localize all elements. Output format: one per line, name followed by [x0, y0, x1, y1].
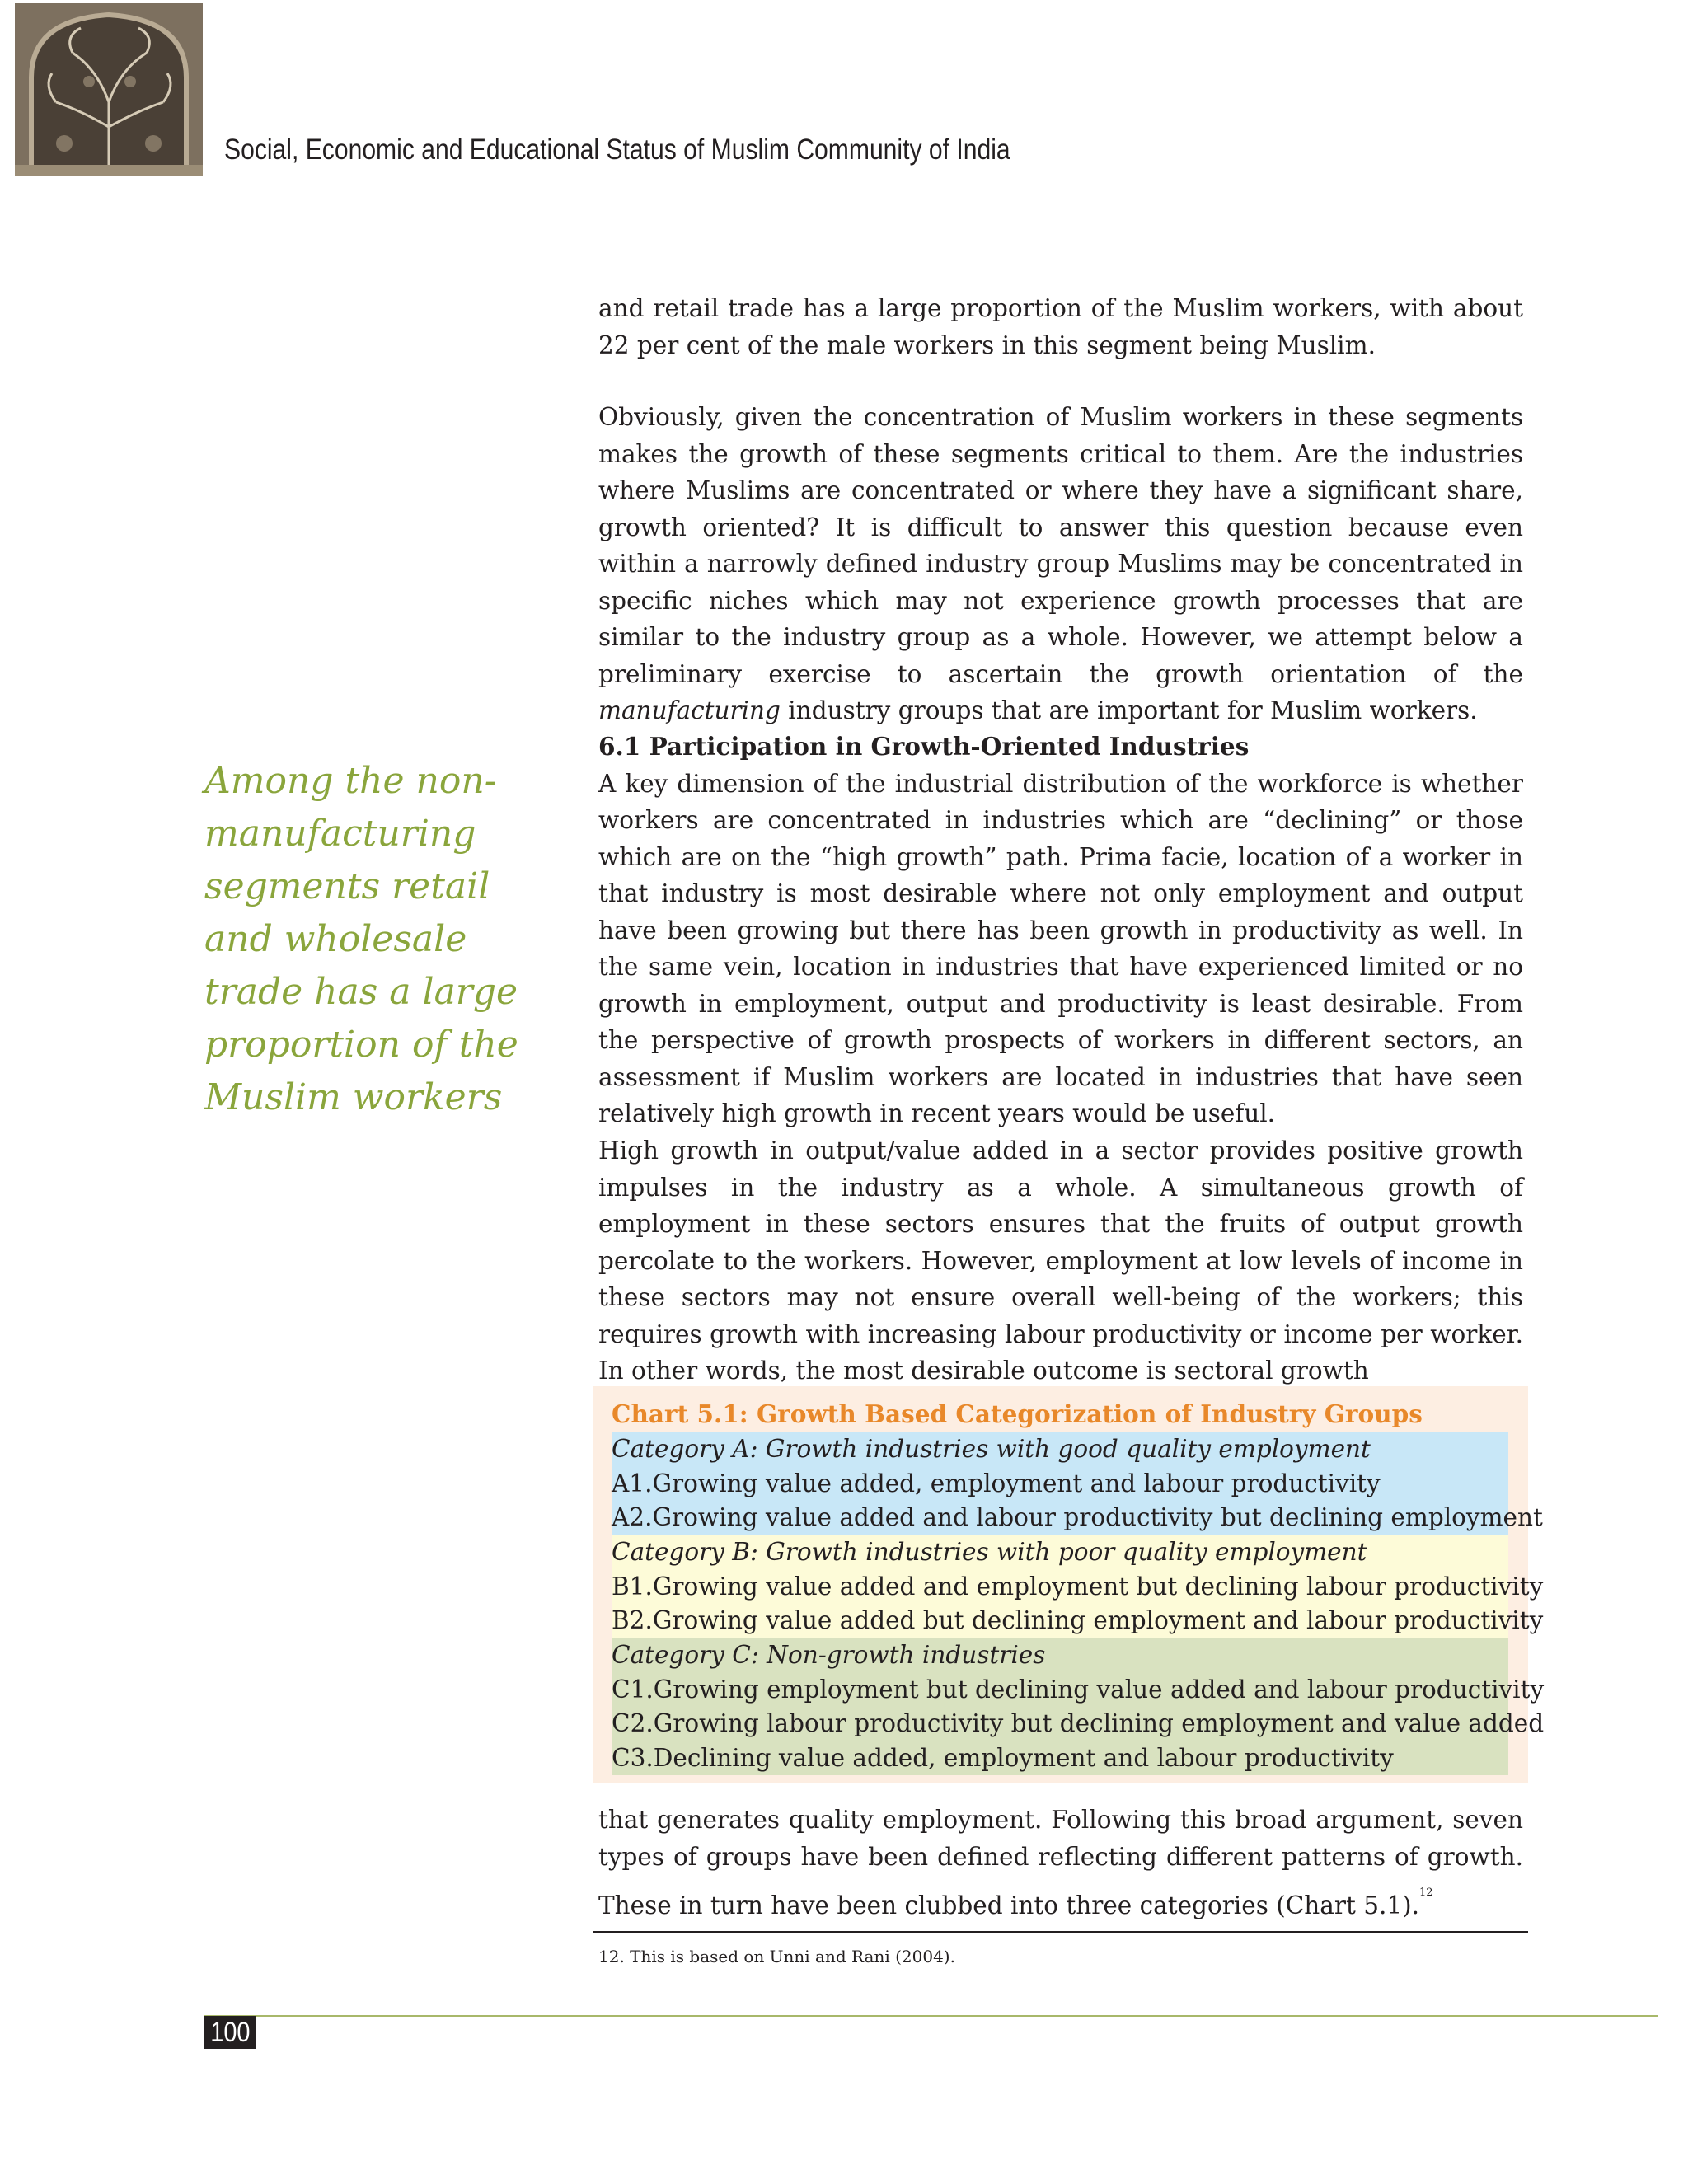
category-a-title: Category A: Growth industries with good quality employment: [612, 1435, 1371, 1463]
paragraph-text: and retail trade has a large proportion of the Muslim workers, with about 22 per cent of the male workers in this segment being Muslim.: [598, 294, 1523, 359]
jali-screen-image: [15, 3, 203, 176]
category-item-a2: A2.Growing value added and labour productivity but declining employment: [612, 1503, 1543, 1531]
paragraph-text: [598, 1802, 1523, 1924]
emphasis-manufacturing: manufacturing: [598, 696, 781, 724]
paragraph-text: High growth in output/value added in a sector provides positive growth impulses in the industry as a whole. A simultaneous growth of employment in these sectors ensures that the fruits of output growth percolate to the workers. However, employment at low levels of income in these sectors may not ensure overall well-being of the workers; this requires growth with increasing labour productivity or income per worker. In other words, the most desirable outcome is sectoral growth: [598, 1137, 1523, 1385]
paragraph-text: A key dimension of the industrial distribution of the workforce is whether workers are concentrated in industries which are “declining” or those which are on the “high growth” path. Prima facie, location of a worker in that industry is most desirable where not only employment and output have been growing but there has been growth in productivity as well. In the same vein, location in industries that have experienced limited or no growth in employment, output and productivity is least desirable. From the perspective of growth prospects of workers in different sectors, an assessment if Muslim workers are located in industries that have seen relatively high growth in recent years would be useful.: [598, 769, 1523, 1127]
bottom-divider: [204, 2015, 1658, 2017]
category-c-title: Category C: Non-growth industries: [612, 1641, 1046, 1669]
body-paragraph-4: [598, 1132, 1523, 1390]
running-head: Social, Economic and Educational Status of Muslim Community of India: [224, 134, 1010, 166]
paragraph-text: [598, 399, 1523, 729]
category-b-title: Category B: Growth industries with poor quality employment: [612, 1538, 1367, 1566]
category-item-a1: A1.Growing value added, employment and labour productivity: [612, 1469, 1381, 1497]
section-heading: 6.1 Participation in Growth-Oriented Industries: [598, 732, 1250, 761]
category-item-c3: C3.Declining value added, employment and labour productivity: [612, 1743, 1394, 1772]
paragraph-text-main: that generates quality employment. Following this broad argument, seven types of groups have been defined reflecting different patterns of growth. These in turn have been clubbed into three categories (Chart 5.1).: [598, 1806, 1523, 1919]
category-c-block: [612, 1638, 1545, 1775]
footnote-reference[interactable]: 12: [1419, 1886, 1433, 1899]
page-number: [204, 2016, 256, 2049]
paragraph-text-start: Obviously, given the concentration of Muslim workers in these segments makes the growth of these segments critical to them. Are the industries where Muslims are concentrated or where they have a significant share, growth oriented? It is difficult to answer this question because even within a narrowly defined industry group Muslims may be concentrated in specific niches which may not experience growth processes that are similar to the industry group as a whole. However, we attempt below a preliminary exercise to ascertain the growth orientation of the: [598, 403, 1523, 688]
body-paragraph-5: [598, 1802, 1523, 1924]
category-a-block: [612, 1432, 1543, 1537]
paragraph-text-end: industry groups that are important for Muslim workers.: [788, 696, 1478, 724]
section-6-1: [598, 729, 1523, 1132]
category-b-block: [612, 1535, 1544, 1640]
category-item-b1: B1.Growing value added and employment but declining labour productivity: [612, 1572, 1544, 1601]
category-item-c2: C2.Growing labour productivity but declining employment and value added: [612, 1709, 1545, 1737]
footnote: 12. This is based on Unni and Rani (2004).: [598, 1947, 955, 1966]
body-paragraph-2: [598, 399, 1523, 729]
page-number-text: 100: [209, 2017, 251, 2048]
category-item-b2: B2.Growing value added but declining employment and labour productivity: [612, 1606, 1544, 1634]
chart-title: Chart 5.1: Growth Based Categorization of Industry Groups: [612, 1399, 1508, 1433]
body-paragraph-1: [598, 290, 1523, 363]
pull-quote: Among the non-manufacturing segments retail and wholesale trade has a large proportion of the Muslim workers: [204, 760, 518, 1118]
category-item-c1: C1.Growing employment but declining value added and labour productivity: [612, 1675, 1545, 1704]
footnote-divider: [593, 1931, 1528, 1933]
